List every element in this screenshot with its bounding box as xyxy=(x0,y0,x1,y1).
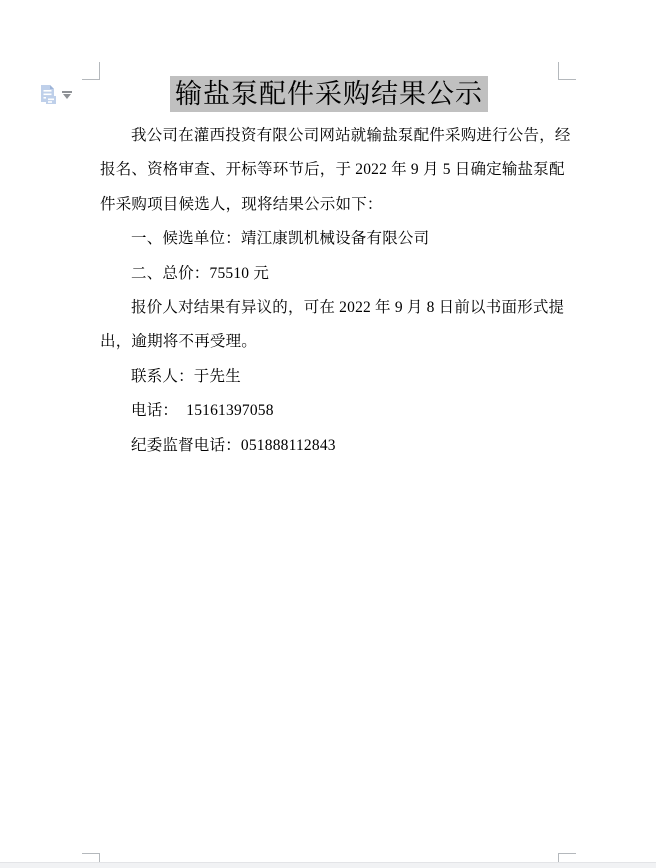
doc-line: 件采购项目候选人，现将结果公示如下： xyxy=(100,195,383,213)
chevron-down-icon xyxy=(63,94,71,99)
document-options-button[interactable] xyxy=(39,83,73,107)
doc-line: 一、候选单位：靖江康凯机械设备有限公司 xyxy=(131,230,430,248)
title-row xyxy=(100,76,558,112)
doc-line: 纪委监督电话：051888112843 xyxy=(131,436,336,454)
margin-crop-mark-top-left xyxy=(82,62,100,80)
doc-line: 报价人对结果有异议的，可在 2022 年 9 月 8 日前以书面形式提 xyxy=(131,298,565,316)
doc-line: 电话： 15161397058 xyxy=(131,402,274,420)
doc-line: 我公司在灌西投资有限公司网站就输盐泵配件采购进行公告，经 xyxy=(131,127,571,144)
chevron-down-icon xyxy=(62,91,72,93)
document-body xyxy=(100,119,571,463)
page-title: 输盐泵配件采购结果公示 xyxy=(170,76,488,112)
doc-line: 报名、资格审查、开标等环节后，于 2022 年 9 月 5 日确定输盐泵配 xyxy=(100,161,565,179)
doc-line: 二、总价：75510 元 xyxy=(131,264,270,282)
doc-line: 出，逾期将不再受理。 xyxy=(100,333,258,351)
doc-line: 联系人：于先生 xyxy=(131,367,241,385)
margin-crop-mark-top-right xyxy=(558,62,576,80)
window-bottom-edge xyxy=(0,862,656,868)
